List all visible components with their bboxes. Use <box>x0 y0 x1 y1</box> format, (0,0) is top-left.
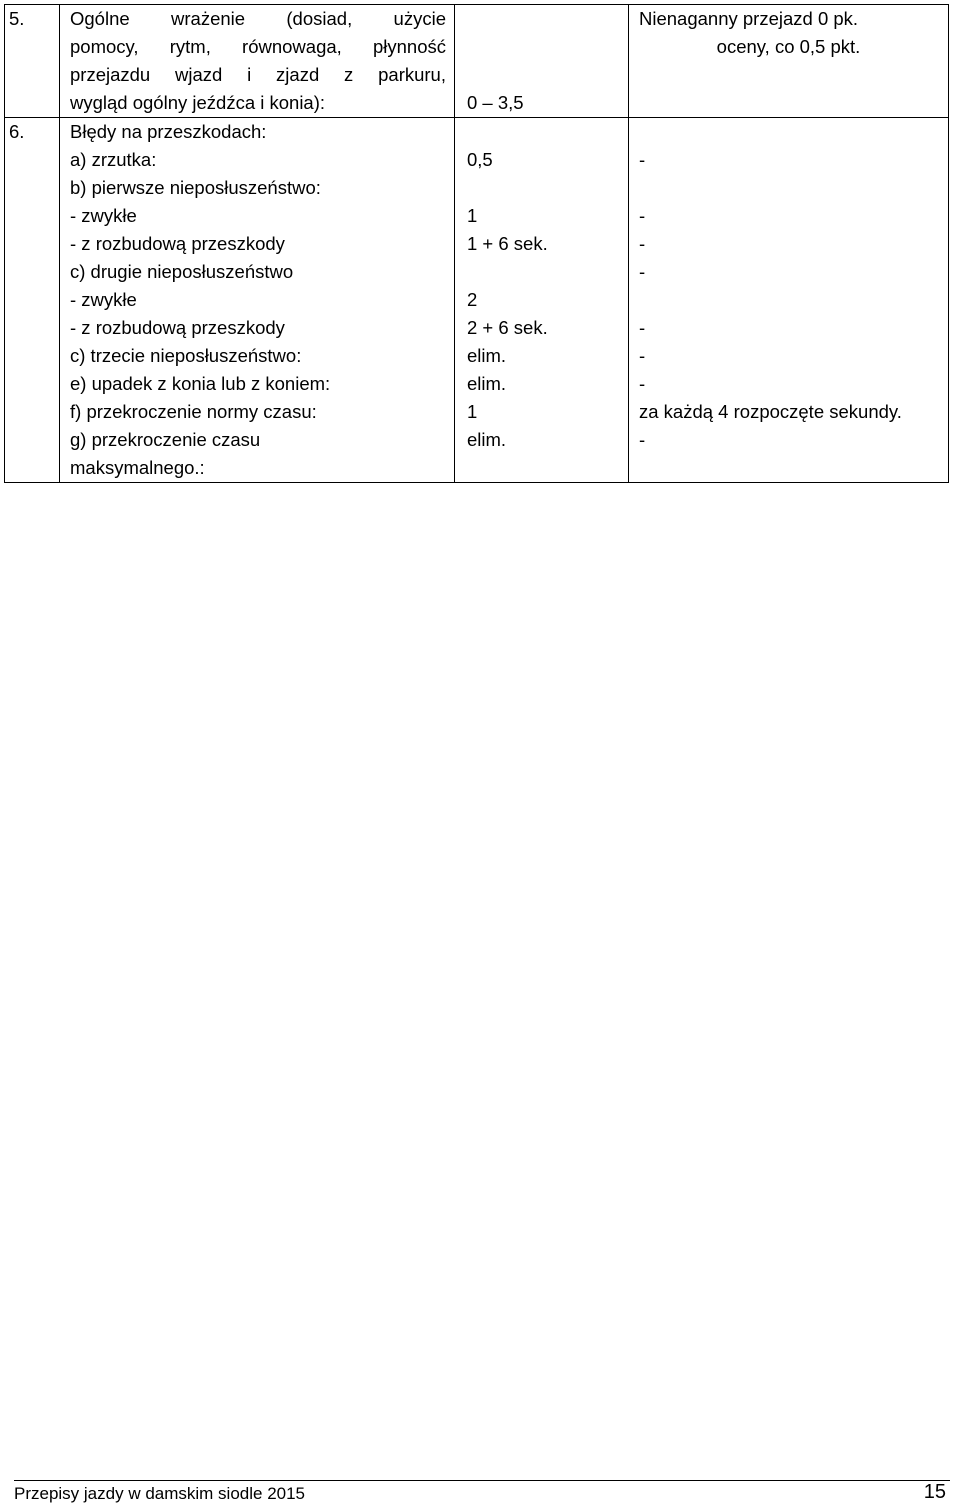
points-value <box>467 174 628 202</box>
points-value <box>467 258 628 286</box>
desc-line: - z rozbudową przeszkody <box>70 317 285 338</box>
note-line: - <box>639 429 646 450</box>
note-line: Nienaganny przejazd 0 pk. <box>639 8 859 29</box>
desc-line: - zwykłe <box>70 205 137 226</box>
desc-line: - zwykłe <box>70 289 137 310</box>
row-notes <box>629 118 949 483</box>
desc-line: maksymalnego.: <box>70 457 205 478</box>
row-number-text: 6. <box>9 121 25 142</box>
note-line: oceny, co 0,5 pkt. <box>716 36 861 57</box>
desc-line: c) trzecie nieposłuszeństwo: <box>70 345 302 366</box>
row-number <box>5 5 60 118</box>
points-value <box>467 118 628 146</box>
points-value: 2 <box>467 289 478 310</box>
desc-line: c) drugie nieposłuszeństwo <box>70 261 294 282</box>
note-line <box>639 454 948 482</box>
note-line: - <box>639 345 646 366</box>
desc-line: przejazdu wjazd i zjazd z parkuru, <box>70 64 446 85</box>
desc-line: g) przekroczenie czasu <box>70 429 261 450</box>
table-row <box>5 118 949 483</box>
row-description <box>60 5 455 118</box>
desc-line: Błędy na przeszkodach: <box>70 121 267 142</box>
desc-line: e) upadek z konia lub z koniem: <box>70 373 331 394</box>
desc-line: f) przekroczenie normy czasu: <box>70 401 317 422</box>
rules-table <box>4 4 949 483</box>
note-line: - <box>639 149 646 170</box>
points-value: elim. <box>467 429 507 450</box>
page-number: 15 <box>923 1481 946 1503</box>
points-value: 1 <box>467 401 478 422</box>
note-line: - <box>639 373 646 394</box>
points-value: 1 <box>467 205 478 226</box>
points-value: 0 – 3,5 <box>467 92 524 113</box>
note-line: za każdą 4 rozpoczęte sekundy. <box>639 401 902 422</box>
desc-line: Ogólne wrażenie (dosiad, użycie <box>70 8 446 29</box>
note-line <box>639 118 948 146</box>
row-points <box>455 5 629 118</box>
note-line <box>639 174 948 202</box>
points-value: 2 + 6 sek. <box>467 317 548 338</box>
points-value: elim. <box>467 373 507 394</box>
note-line: - <box>639 233 646 254</box>
note-line: - <box>639 261 646 282</box>
note-line: - <box>639 317 646 338</box>
row-number-text: 5. <box>9 8 25 29</box>
points-value: 1 + 6 sek. <box>467 233 548 254</box>
note-line <box>639 286 948 314</box>
points-value: 0,5 <box>467 149 493 170</box>
desc-line: a) zrzutka: <box>70 149 157 170</box>
desc-line: pomocy, rytm, równowaga, płynność <box>70 36 446 57</box>
row-notes <box>629 5 949 118</box>
row-description <box>60 118 455 483</box>
desc-line: - z rozbudową przeszkody <box>70 233 285 254</box>
row-number <box>5 118 60 483</box>
desc-line: wygląd ogólny jeźdźca i konia): <box>70 92 326 113</box>
points-value: elim. <box>467 345 507 366</box>
note-line: - <box>639 205 646 226</box>
page-footer <box>14 1480 950 1509</box>
desc-line: b) pierwsze nieposłuszeństwo: <box>70 177 321 198</box>
row-points <box>455 118 629 483</box>
table-row <box>5 5 949 118</box>
footer-title: Przepisy jazdy w damskim siodle 2015 <box>14 1484 306 1503</box>
points-value <box>467 454 628 482</box>
